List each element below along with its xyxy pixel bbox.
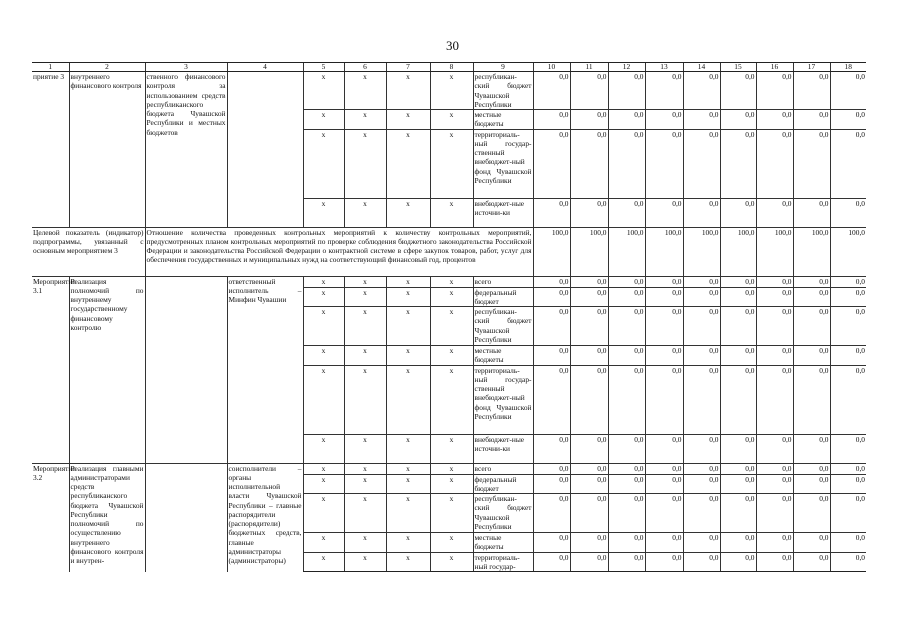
x-mark: x [303, 307, 344, 346]
value-cell: 0,0 [830, 533, 866, 553]
event-label: приятие 3 [33, 72, 65, 81]
x-mark: x [430, 110, 473, 130]
funding-source: всего [473, 463, 533, 474]
indicator-value: 100,0 [720, 227, 756, 276]
value-cell: 0,0 [608, 552, 645, 572]
value-cell: 0,0 [720, 494, 756, 533]
value-cell: 0,0 [793, 474, 830, 494]
x-mark: x [303, 72, 344, 110]
column-header: 18 [830, 63, 866, 72]
value-cell: 0,0 [756, 72, 793, 110]
x-mark: x [303, 463, 344, 474]
value-cell: 0,0 [830, 346, 866, 366]
funding-source: местные бюджеты [473, 110, 533, 130]
value-cell: 0,0 [720, 72, 756, 110]
value-cell: 0,0 [830, 307, 866, 346]
value-cell: 0,0 [793, 72, 830, 110]
value-cell: 0,0 [756, 129, 793, 198]
x-mark: x [386, 474, 430, 494]
value-cell: 0,0 [756, 533, 793, 553]
column-header: 17 [793, 63, 830, 72]
x-mark: x [344, 533, 386, 553]
column-header: 15 [720, 63, 756, 72]
value-cell: 0,0 [720, 287, 756, 307]
value-cell: 0,0 [720, 474, 756, 494]
x-mark: x [344, 110, 386, 130]
value-cell: 0,0 [720, 110, 756, 130]
value-cell: 0,0 [645, 287, 683, 307]
value-cell: 0,0 [570, 110, 608, 130]
x-mark: x [430, 474, 473, 494]
value-cell: 0,0 [533, 346, 570, 366]
value-cell: 0,0 [645, 276, 683, 287]
value-cell: 0,0 [793, 307, 830, 346]
x-mark: x [344, 474, 386, 494]
value-cell: 0,0 [683, 110, 720, 130]
x-mark: x [386, 276, 430, 287]
value-cell: 0,0 [683, 129, 720, 198]
x-mark: x [430, 307, 473, 346]
indicator-value: 100,0 [570, 227, 608, 276]
event-label: Мероприятие 3.1 [32, 276, 69, 463]
value-cell: 0,0 [830, 463, 866, 474]
x-mark: x [344, 552, 386, 572]
value-cell: 0,0 [533, 110, 570, 130]
indicator-label: Целевой показатель (индикатор) подпрограммы, увязанный с основным мероприятием 3 [32, 227, 145, 276]
value-cell: 0,0 [570, 72, 608, 110]
column-header: 12 [608, 63, 645, 72]
x-mark: x [344, 276, 386, 287]
value-cell: 0,0 [570, 434, 608, 463]
x-mark: x [303, 129, 344, 198]
value-cell: 0,0 [793, 552, 830, 572]
value-cell: 0,0 [570, 474, 608, 494]
value-cell: 0,0 [645, 307, 683, 346]
x-mark: x [386, 110, 430, 130]
value-cell: 0,0 [570, 533, 608, 553]
value-cell: 0,0 [533, 72, 570, 110]
value-cell: 0,0 [683, 346, 720, 366]
x-mark: x [386, 365, 430, 434]
x-mark: x [344, 346, 386, 366]
value-cell: 0,0 [756, 307, 793, 346]
x-mark: x [303, 346, 344, 366]
value-cell: 0,0 [720, 365, 756, 434]
value-cell: 0,0 [645, 533, 683, 553]
value-cell: 0,0 [608, 474, 645, 494]
x-mark: x [303, 287, 344, 307]
value-cell: 0,0 [608, 129, 645, 198]
x-mark: x [303, 365, 344, 434]
value-cell: 0,0 [793, 434, 830, 463]
indicator-value: 100,0 [608, 227, 645, 276]
value-cell: 0,0 [683, 365, 720, 434]
value-cell: 0,0 [645, 129, 683, 198]
x-mark: x [430, 365, 473, 434]
funding-source: республикан-ский бюджет Чувашской Республики [474, 307, 532, 344]
value-cell: 0,0 [756, 474, 793, 494]
value-cell: 0,0 [830, 276, 866, 287]
x-mark: x [303, 552, 344, 572]
x-mark: x [430, 552, 473, 572]
value-cell: 0,0 [533, 276, 570, 287]
x-mark: x [303, 276, 344, 287]
x-mark: x [386, 287, 430, 307]
value-cell: 0,0 [608, 307, 645, 346]
x-mark: x [430, 198, 473, 227]
value-cell: 0,0 [645, 365, 683, 434]
x-mark: x [303, 434, 344, 463]
value-cell: 0,0 [645, 110, 683, 130]
x-mark: x [303, 533, 344, 553]
value-cell: 0,0 [608, 110, 645, 130]
table-row [32, 463, 866, 474]
value-cell: 0,0 [533, 533, 570, 553]
funding-source: федеральный бюджет [473, 474, 533, 494]
funding-source: федеральный бюджет [473, 287, 533, 307]
value-cell: 0,0 [720, 276, 756, 287]
x-mark: x [430, 434, 473, 463]
value-cell: 0,0 [830, 129, 866, 198]
value-cell: 0,0 [533, 494, 570, 533]
executor: ответственный исполнитель – Минфин Чувашии [227, 276, 303, 463]
value-cell: 0,0 [720, 552, 756, 572]
value-cell: 0,0 [608, 276, 645, 287]
value-cell: 0,0 [756, 198, 793, 227]
value-cell: 0,0 [608, 463, 645, 474]
column-header: 14 [683, 63, 720, 72]
value-cell: 0,0 [608, 494, 645, 533]
value-cell: 0,0 [720, 307, 756, 346]
value-cell: 0,0 [720, 463, 756, 474]
x-mark: x [386, 72, 430, 110]
value-cell: 0,0 [533, 307, 570, 346]
value-cell: 0,0 [720, 533, 756, 553]
event-description [145, 276, 227, 463]
value-cell: 0,0 [720, 198, 756, 227]
column-header: 1 [32, 63, 69, 72]
funding-source: территориаль-ный государ-ственный внебюджет-ный фонд Чувашской Республики [473, 365, 533, 434]
value-cell: 0,0 [570, 276, 608, 287]
funding-source: республикан-ский бюджет Чувашской Республики [474, 72, 532, 109]
column-header: 7 [386, 63, 430, 72]
x-mark: x [344, 494, 386, 533]
value-cell: 0,0 [683, 494, 720, 533]
column-header: 6 [344, 63, 386, 72]
x-mark: x [344, 198, 386, 227]
indicator-value: 100,0 [533, 227, 570, 276]
value-cell: 0,0 [683, 72, 720, 110]
value-cell: 0,0 [756, 494, 793, 533]
funding-source: внебюджет-ные источни-ки [473, 198, 533, 227]
value-cell: 0,0 [645, 474, 683, 494]
indicator-value: 100,0 [793, 227, 830, 276]
funding-source: всего [473, 276, 533, 287]
value-cell: 0,0 [570, 494, 608, 533]
x-mark: x [386, 552, 430, 572]
value-cell: 0,0 [756, 346, 793, 366]
value-cell: 0,0 [645, 72, 683, 110]
value-cell: 0,0 [645, 494, 683, 533]
x-mark: x [386, 198, 430, 227]
x-mark: x [430, 346, 473, 366]
column-header: 10 [533, 63, 570, 72]
value-cell: 0,0 [756, 287, 793, 307]
column-header: 5 [303, 63, 344, 72]
table-row [32, 276, 866, 287]
column-header: 2 [69, 63, 145, 72]
value-cell: 0,0 [683, 276, 720, 287]
x-mark: x [430, 463, 473, 474]
value-cell: 0,0 [830, 434, 866, 463]
value-cell: 0,0 [756, 365, 793, 434]
value-cell: 0,0 [720, 434, 756, 463]
x-mark: x [430, 129, 473, 198]
value-cell: 0,0 [720, 129, 756, 198]
value-cell: 0,0 [570, 198, 608, 227]
value-cell: 0,0 [793, 365, 830, 434]
x-mark: x [344, 72, 386, 110]
column-header: 11 [570, 63, 608, 72]
funding-source: местные бюджеты [473, 346, 533, 366]
x-mark: x [430, 276, 473, 287]
value-cell: 0,0 [608, 198, 645, 227]
x-mark: x [344, 129, 386, 198]
funding-source: внебюджет-ные источни-ки [473, 434, 533, 463]
value-cell: 0,0 [683, 474, 720, 494]
value-cell: 0,0 [533, 434, 570, 463]
value-cell: 0,0 [570, 365, 608, 434]
value-cell: 0,0 [793, 110, 830, 130]
x-mark: x [344, 307, 386, 346]
value-cell: 0,0 [533, 463, 570, 474]
value-cell: 0,0 [683, 307, 720, 346]
budget-table [32, 62, 866, 572]
value-cell: 0,0 [570, 287, 608, 307]
event-description: ственного финансового контроля за использованием средств республиканского бюджета Чувашской Республики и местных бюджетов [145, 72, 227, 228]
x-mark: x [303, 110, 344, 130]
header-row [32, 63, 866, 72]
event-title: внутреннего финансового контроля [69, 72, 145, 228]
funding-source: местные бюджеты [473, 533, 533, 553]
value-cell: 0,0 [756, 463, 793, 474]
indicator-row [32, 227, 866, 276]
x-mark: x [303, 494, 344, 533]
value-cell: 0,0 [683, 434, 720, 463]
event-description [145, 463, 227, 572]
value-cell: 0,0 [533, 474, 570, 494]
indicator-value: 100,0 [683, 227, 720, 276]
value-cell: 0,0 [830, 287, 866, 307]
value-cell: 0,0 [793, 129, 830, 198]
value-cell: 0,0 [533, 129, 570, 198]
column-header: 9 [473, 63, 533, 72]
value-cell: 0,0 [793, 276, 830, 287]
value-cell: 0,0 [720, 346, 756, 366]
indicator-value: 100,0 [756, 227, 793, 276]
value-cell: 0,0 [830, 494, 866, 533]
executor [227, 72, 303, 228]
x-mark: x [386, 463, 430, 474]
x-mark: x [430, 287, 473, 307]
value-cell: 0,0 [830, 72, 866, 110]
x-mark: x [386, 307, 430, 346]
value-cell: 0,0 [570, 463, 608, 474]
x-mark: x [430, 72, 473, 110]
funding-source: территориаль-ный государ-ственный внебюджет-ный фонд Чувашской Республики [473, 129, 533, 198]
x-mark: x [386, 533, 430, 553]
value-cell: 0,0 [533, 287, 570, 307]
value-cell: 0,0 [608, 365, 645, 434]
value-cell: 0,0 [683, 198, 720, 227]
column-header: 4 [227, 63, 303, 72]
x-mark: x [303, 198, 344, 227]
value-cell: 0,0 [608, 434, 645, 463]
indicator-text: Отношение количества проведенных контрольных мероприятий к количеству контрольных мероприятий, предусмотренных планом контрольных мероприятий по проверке соблюдения бюджетного законодательства Российской Федерации и законодательства Российской Федерации о контрактной системе в сфере закупок товаров, работ, услуг для обеспечения государственных и муниципальных нужд на соответствующий финансовый год, процентов [145, 227, 533, 276]
x-mark: x [344, 463, 386, 474]
value-cell: 0,0 [793, 346, 830, 366]
value-cell: 0,0 [683, 287, 720, 307]
value-cell: 0,0 [608, 287, 645, 307]
value-cell: 0,0 [645, 198, 683, 227]
funding-source: территориаль-ный государ- [473, 552, 533, 572]
x-mark: x [303, 474, 344, 494]
value-cell: 0,0 [608, 346, 645, 366]
value-cell: 0,0 [570, 129, 608, 198]
x-mark: x [344, 434, 386, 463]
value-cell: 0,0 [570, 552, 608, 572]
column-header: 13 [645, 63, 683, 72]
value-cell: 0,0 [533, 552, 570, 572]
value-cell: 0,0 [645, 463, 683, 474]
value-cell: 0,0 [830, 198, 866, 227]
value-cell: 0,0 [683, 552, 720, 572]
value-cell: 0,0 [756, 552, 793, 572]
table-row [32, 72, 866, 110]
x-mark: x [430, 533, 473, 553]
value-cell: 0,0 [830, 110, 866, 130]
value-cell: 0,0 [793, 494, 830, 533]
x-mark: x [430, 494, 473, 533]
event-title: Реализация полномочий по внутреннему государственному финансовому контролю [69, 276, 145, 463]
value-cell: 0,0 [683, 463, 720, 474]
value-cell: 0,0 [830, 474, 866, 494]
page-number: 30 [446, 38, 459, 53]
x-mark: x [344, 287, 386, 307]
indicator-value: 100,0 [645, 227, 683, 276]
value-cell: 0,0 [830, 552, 866, 572]
value-cell: 0,0 [570, 346, 608, 366]
funding-source: республикан-ский бюджет Чувашской Республики [474, 494, 532, 531]
executor: соисполнители – органы исполнительной власти Чувашской Республики – главные распорядители (распорядители) бюджетных средств, главные администраторы (администраторы) [227, 463, 303, 572]
value-cell: 0,0 [793, 463, 830, 474]
x-mark: x [386, 494, 430, 533]
value-cell: 0,0 [793, 533, 830, 553]
value-cell: 0,0 [793, 198, 830, 227]
event-label: Мероприятие 3.2 [32, 463, 69, 572]
x-mark: x [386, 346, 430, 366]
column-header: 3 [145, 63, 227, 72]
column-header: 16 [756, 63, 793, 72]
value-cell: 0,0 [608, 533, 645, 553]
value-cell: 0,0 [645, 346, 683, 366]
value-cell: 0,0 [645, 434, 683, 463]
indicator-value: 100,0 [830, 227, 866, 276]
event-title: Реализация главными администраторами средств республиканского бюджета Чувашской Республики полномочий по осуществлению внутреннего финансового контроля и внутрен- [69, 463, 145, 572]
x-mark: x [344, 365, 386, 434]
value-cell: 0,0 [756, 110, 793, 130]
value-cell: 0,0 [570, 307, 608, 346]
value-cell: 0,0 [683, 533, 720, 553]
value-cell: 0,0 [608, 72, 645, 110]
x-mark: x [386, 129, 430, 198]
column-header: 8 [430, 63, 473, 72]
value-cell: 0,0 [793, 287, 830, 307]
value-cell: 0,0 [645, 552, 683, 572]
x-mark: x [386, 434, 430, 463]
value-cell: 0,0 [533, 198, 570, 227]
value-cell: 0,0 [756, 276, 793, 287]
value-cell: 0,0 [756, 434, 793, 463]
value-cell: 0,0 [533, 365, 570, 434]
value-cell: 0,0 [830, 365, 866, 434]
